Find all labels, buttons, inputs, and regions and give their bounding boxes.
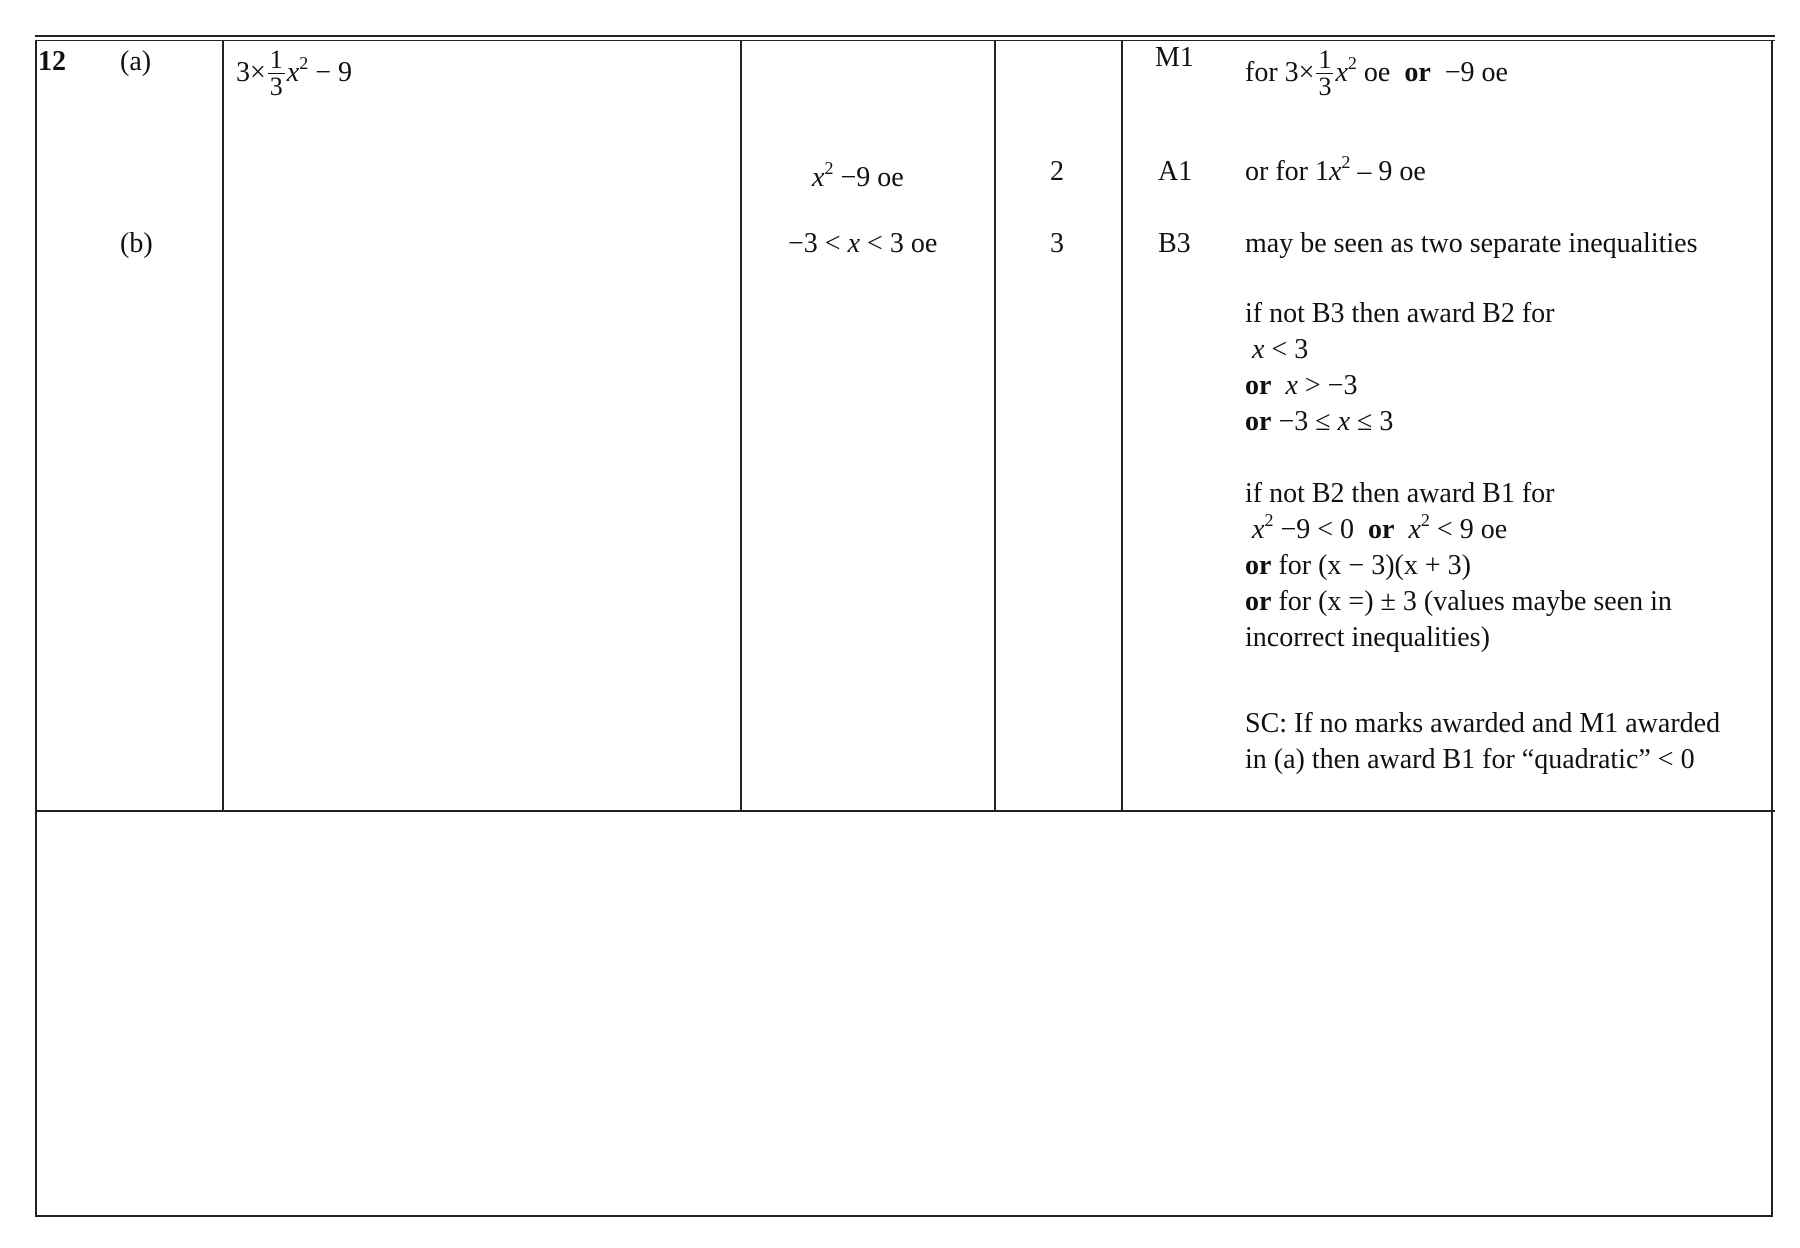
marks-a: 2	[1050, 156, 1064, 187]
answer-b: −3 < x < 3 oe	[788, 228, 938, 259]
column-divider-mark-codes	[1121, 40, 1123, 810]
guidance-b1-line2: or for (x − 3)(x + 3)	[1245, 550, 1471, 581]
column-divider-working	[222, 40, 224, 810]
guidance-b1-line3: or for (x =) ± 3 (values maybe seen in	[1245, 586, 1672, 617]
guidance-b1-block	[1245, 476, 1672, 656]
mark-code-m1: M1	[1155, 42, 1194, 73]
guidance-b2-line3: or −3 ≤ x ≤ 3	[1245, 406, 1394, 437]
mark-code-b3: B3	[1158, 228, 1191, 259]
guidance-m1: for 3× $\frac{1}{3}$ $x^2$ oe or −9 oe	[1245, 45, 1508, 101]
column-divider-answer	[740, 40, 742, 810]
marks-b: 3	[1050, 228, 1064, 259]
part-b-label: (b)	[120, 228, 153, 259]
guidance-b2-line1: x < 3	[1252, 334, 1309, 365]
column-divider-marks	[994, 40, 996, 810]
row-separator	[35, 810, 1775, 812]
top-rule	[35, 35, 1775, 37]
guidance-a1: or for $1x^2 - 9$ oe	[1245, 151, 1426, 187]
guidance-b1-intro: if not B2 then award B1 for	[1245, 478, 1555, 509]
guidance-sc-line2: in (a) then award B1 for “quadratic” < 0	[1245, 744, 1695, 775]
question-number: 12	[38, 46, 66, 77]
part-a-label: (a)	[120, 46, 152, 77]
guidance-b2-block	[1245, 296, 1555, 440]
guidance-sc-line1: SC: If no marks awarded and M1 awarded	[1245, 708, 1721, 739]
guidance-b2-line2: or x > −3	[1245, 370, 1358, 401]
mark-code-a1: A1	[1158, 156, 1193, 187]
guidance-b3: may be seen as two separate inequalities	[1245, 228, 1698, 259]
answer-a: $x^2 -9$ oe	[812, 157, 904, 193]
guidance-b1-line1: $x^2 -9 < 0$ or $x^2 < 9$ oe	[1252, 509, 1508, 545]
guidance-b1-line4: incorrect inequalities)	[1245, 622, 1490, 653]
guidance-b2-intro: if not B3 then award B2 for	[1245, 298, 1555, 329]
guidance-sc-block	[1245, 706, 1720, 778]
working-a: 3× $\frac{1}{3}$ $x^2 - 9$	[236, 45, 353, 101]
